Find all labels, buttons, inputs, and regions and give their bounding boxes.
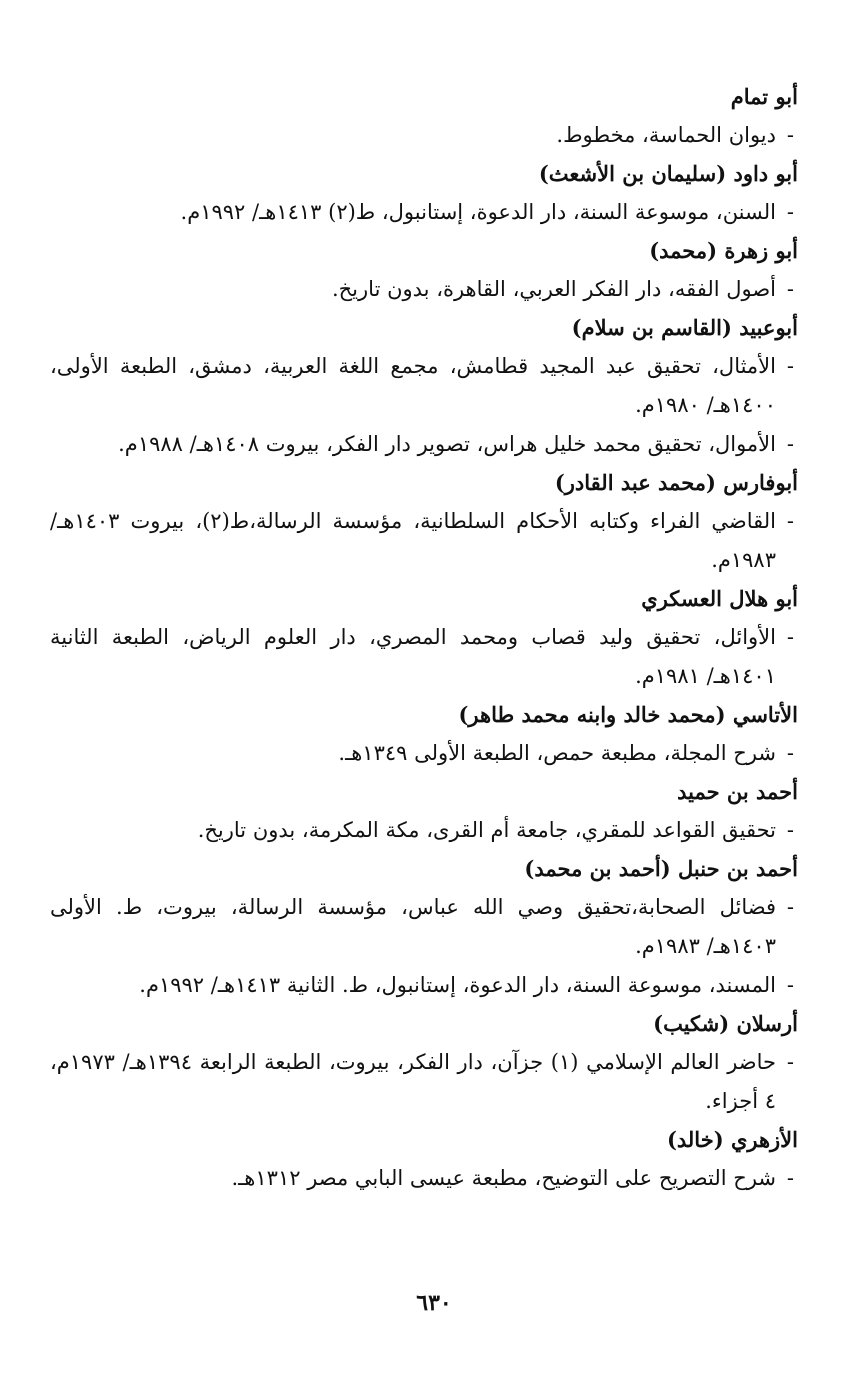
entry-work: - المسند، موسوعة السنة، دار الدعوة، إستانبول، ط. الثانية ١٤١٣هـ/ ١٩٩٢م. bbox=[50, 966, 798, 1005]
entry-work: - أصول الفقه، دار الفكر العربي، القاهرة، بدون تاريخ. bbox=[50, 270, 798, 309]
bibliography-entry bbox=[50, 1005, 798, 1121]
entry-author: أبوفارس (محمد عبد القادر) bbox=[554, 470, 798, 495]
bibliography-entry bbox=[50, 155, 798, 232]
entry-work: - شرح التصريح على التوضيح، مطبعة عيسى البابي مصر ١٣١٢هـ. bbox=[50, 1159, 798, 1198]
entry-author: الأزهري (خالد) bbox=[666, 1127, 798, 1152]
entry-author: أبو هلال العسكري bbox=[641, 586, 798, 611]
page-number: ٦٣٠ bbox=[416, 1290, 452, 1316]
entry-work: - الأوائل، تحقيق وليد قصاب ومحمد المصري، دار العلوم الرياض، الطبعة الثانية ١٤٠١هـ/ ١٩٨١م. bbox=[50, 618, 798, 696]
entry-author: أبوعبيد (القاسم بن سلام) bbox=[571, 315, 798, 340]
bibliography-entry bbox=[50, 580, 798, 696]
bibliography-entry bbox=[50, 78, 798, 155]
bibliography-entry bbox=[50, 773, 798, 850]
bibliography-entry bbox=[50, 696, 798, 773]
entry-author: أحمد بن حنبل (أحمد بن محمد) bbox=[524, 856, 798, 881]
entry-work: - الأموال، تحقيق محمد خليل هراس، تصوير دار الفكر، بيروت ١٤٠٨هـ/ ١٩٨٨م. bbox=[50, 425, 798, 464]
entry-work: - الأمثال، تحقيق عبد المجيد قطامش، مجمع اللغة العربية، دمشق، الطبعة الأولى، ١٤٠٠هـ/ ١٩٨٠م. bbox=[50, 347, 798, 425]
entry-work: - ديوان الحماسة، مخطوط. bbox=[50, 116, 798, 155]
entry-author: أرسلان (شكيب) bbox=[653, 1011, 798, 1036]
bibliography-entry bbox=[50, 232, 798, 309]
entry-author: أبو تمام bbox=[730, 84, 798, 109]
bibliography-entry bbox=[50, 309, 798, 464]
entry-author: أحمد بن حميد bbox=[677, 779, 798, 804]
entry-author: الأتاسي (محمد خالد وابنه محمد طاهر) bbox=[458, 702, 798, 727]
entry-work: - فضائل الصحابة،تحقيق وصي الله عباس، مؤسسة الرسالة، بيروت، ط. الأولى ١٤٠٣هـ/ ١٩٨٣م. bbox=[50, 888, 798, 966]
bibliography-entry bbox=[50, 464, 798, 580]
entry-author: أبو داود (سليمان بن الأشعث) bbox=[538, 161, 798, 186]
entry-work: - القاضي الفراء وكتابه الأحكام السلطانية، مؤسسة الرسالة،ط(٢)، بيروت ١٤٠٣هـ/ ١٩٨٣م. bbox=[50, 502, 798, 580]
entry-work: - حاضر العالم الإسلامي (١) جزآن، دار الفكر، بيروت، الطبعة الرابعة ١٣٩٤هـ/ ١٩٧٣م، ٤ أجزاء. bbox=[50, 1043, 798, 1121]
bibliography-entry bbox=[50, 1121, 798, 1198]
bibliography-page bbox=[50, 78, 798, 1198]
entry-work: - شرح المجلة، مطبعة حمص، الطبعة الأولى ١٣٤٩هـ. bbox=[50, 734, 798, 773]
entry-author: أبو زهرة (محمد) bbox=[649, 238, 798, 263]
entry-work: - تحقيق القواعد للمقري، جامعة أم القرى، مكة المكرمة، بدون تاريخ. bbox=[50, 811, 798, 850]
entry-work: - السنن، موسوعة السنة، دار الدعوة، إستانبول، ط(٢) ١٤١٣هـ/ ١٩٩٢م. bbox=[50, 193, 798, 232]
bibliography-entry bbox=[50, 850, 798, 1005]
